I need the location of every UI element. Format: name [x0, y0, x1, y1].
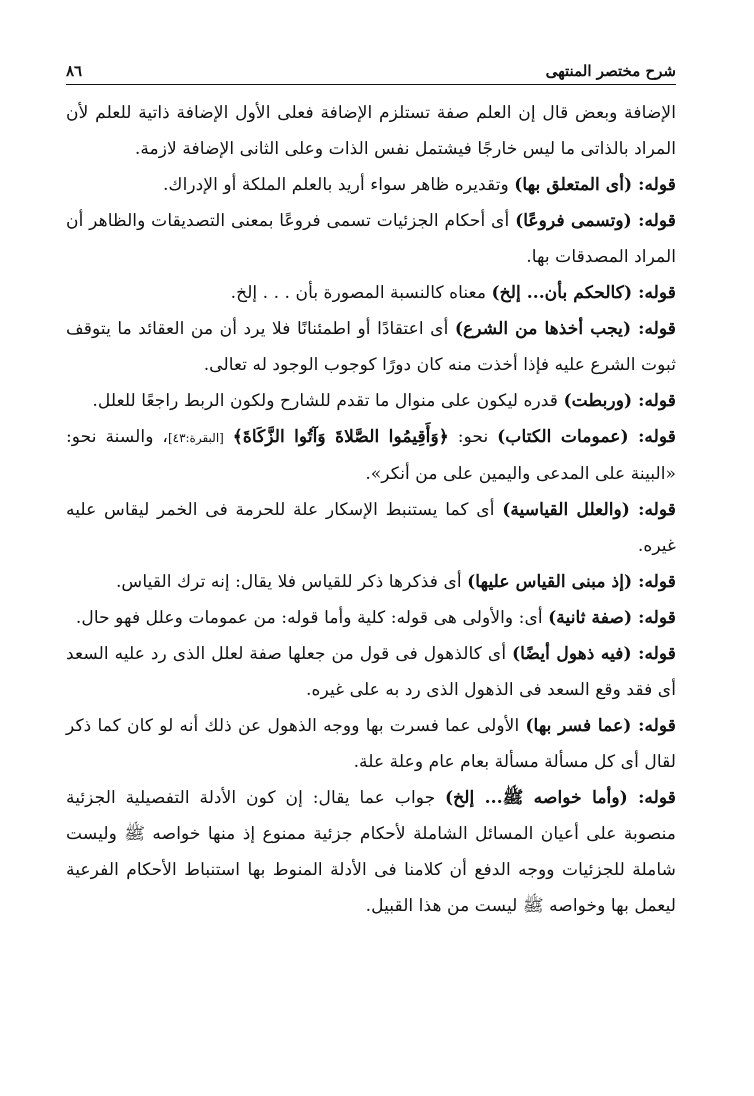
commentary-lemma: قوله: (والعلل القياسية) [502, 500, 676, 520]
paragraph-text: أى: والأولى هى قوله: كلية وأما قوله: من عمومات وعلل فهو حال. [75, 608, 549, 628]
body-text [66, 95, 676, 924]
commentary-lemma: قوله: (أى المتعلق بها) [514, 175, 676, 195]
commentary-lemma: قوله: (وربطت) [563, 391, 676, 411]
paragraph-text: أى كما يستنبط الإسكار علة للحرمة فى الخمر ليقاس عليه غيره. [66, 500, 676, 556]
commentary-lemma: قوله: (يجب أخذها من الشرع) [454, 319, 676, 339]
commentary-lemma: قوله: (وتسمى فروعًا) [515, 211, 677, 231]
commentary-lemma: قوله: (إذ مبنى القياس عليها) [467, 572, 676, 592]
paragraph-text: أى كالذهول فى قول من جعلها صفة لعلل الذى رد عليه السعد أى فقد وقع السعد فى الذهول الذى رد به على غيره. [66, 644, 676, 700]
document-page [66, 54, 676, 924]
paragraph [66, 780, 676, 924]
paragraph [66, 708, 676, 780]
paragraph-text: ، والسنة نحو: «البينة على المدعى واليمين على من أنكر». [66, 427, 676, 484]
paragraph [66, 564, 676, 600]
paragraph-text: الإضافة وبعض قال إن العلم صفة تستلزم الإضافة فعلى الأول الإضافة ذاتية للعلم لأن المراد بالذاتى ما ليس خارجًا فيشتمل نفس الذات وعلى الثانى الإضافة لازمة. [66, 103, 676, 159]
commentary-lemma: قوله: (كالحكم بأن... إلخ) [491, 283, 676, 303]
paragraph-text: نحو: [448, 427, 498, 447]
commentary-lemma: قوله: (وأما خواصه ﷺ... إلخ) [445, 788, 676, 808]
paragraph [66, 383, 676, 419]
commentary-lemma: قوله: (عما فسر بها) [525, 716, 677, 736]
paragraph [66, 311, 676, 383]
paragraph [66, 203, 676, 275]
paragraph [66, 167, 676, 203]
paragraph-text: أى فذكرها ذكر للقياس فلا يقال: إنه ترك القياس. [115, 572, 468, 592]
quran-reference: [البقرة:٤٣] [167, 431, 224, 445]
paragraph-text: وتقديره ظاهر سواء أريد بالعلم الملكة أو الإدراك. [162, 175, 515, 195]
paragraph-text: أى أحكام الجزئيات تسمى فروعًا بمعنى التصديقات والظاهر أن المراد المصدقات بها. [66, 211, 676, 267]
paragraph-text: أى اعتقادًا أو اطمئنانًا فلا يرد أن من العقائد ما يتوقف ثبوت الشرع عليه فإذا أخذت منه كان دورًا كوجوب الوجود له تعالى. [66, 319, 676, 375]
header-title: شرح مختصر المنتهى [545, 62, 676, 80]
paragraph-text: الأولى عما فسرت بها ووجه الذهول عن ذلك أنه لو كان كما ذكر لقال أى كل مسألة مسألة بعام عام وعلة علة. [66, 716, 676, 772]
running-header [66, 54, 676, 85]
commentary-lemma: قوله: (عمومات الكتاب) [497, 427, 676, 447]
paragraph [66, 419, 676, 492]
page-number: ٨٦ [66, 62, 83, 80]
paragraph [66, 600, 676, 636]
commentary-lemma: قوله: (فيه ذهول أيضًا) [512, 644, 676, 664]
paragraph [66, 492, 676, 564]
paragraph-text: جواب عما يقال: إن كون الأدلة التفصيلية الجزئية منصوبة على أعيان المسائل الشاملة لأحكام جزئية ممنوع إذ منها خواصه ﷺ وليست شاملة للجزئيات ووجه الدفع أن كلامنا فى الأدلة المنوط بها استنباط الأحكام الفرعية ليعمل بها وخواصه ﷺ ليست من هذا القبيل. [66, 788, 676, 916]
paragraph [66, 275, 676, 311]
paragraph [66, 636, 676, 708]
paragraph-text: معناه كالنسبة المصورة بأن . . . إلخ. [230, 283, 492, 303]
quran-quote: ﴿وَأَقِيمُوا الصَّلاةَ وَآتُوا الزَّكَاةَ﴾ [232, 427, 449, 447]
commentary-lemma: قوله: (صفة ثانية) [548, 608, 676, 628]
paragraph-text: قدره ليكون على منوال ما تقدم للشارح ولكون الربط راجعًا للعلل. [92, 391, 564, 411]
paragraph [66, 95, 676, 167]
